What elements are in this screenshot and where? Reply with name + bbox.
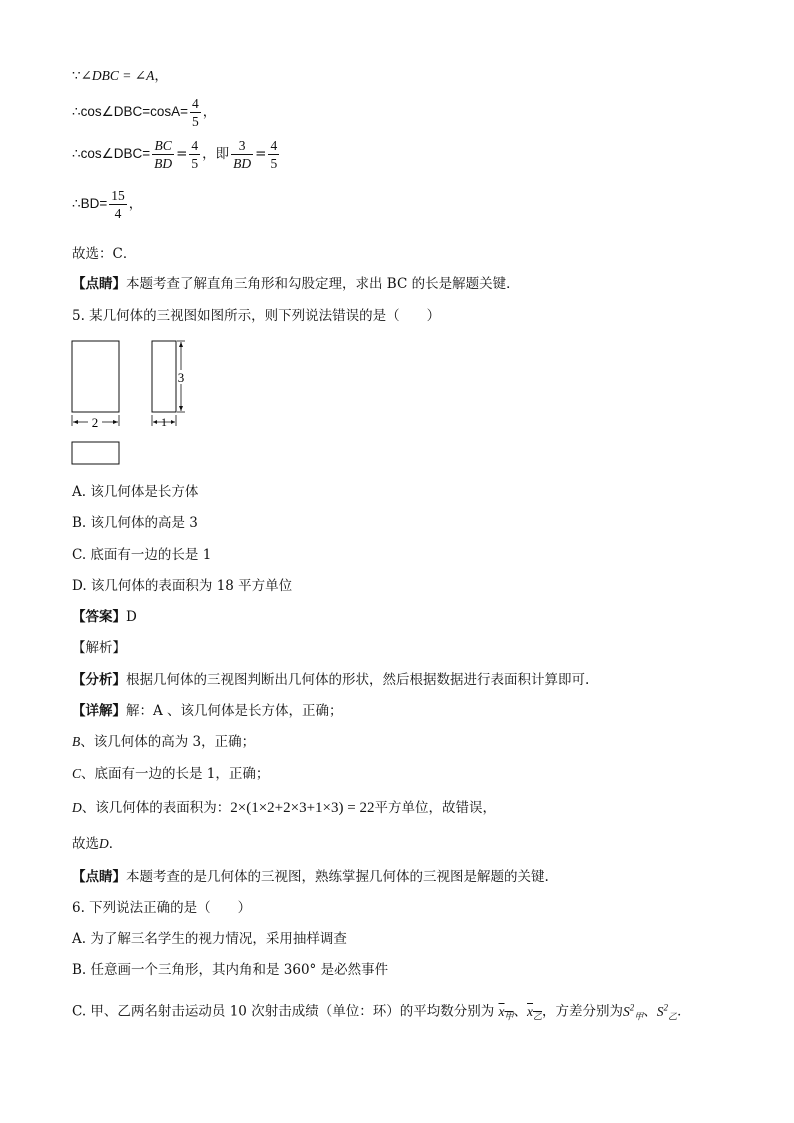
answer-value: D <box>126 609 137 625</box>
side-view-rect <box>152 341 176 412</box>
choose-prefix: 故选 <box>72 836 99 852</box>
q5-analysis-tag: 【解析】 <box>72 640 126 656</box>
variance-text: ，方差分别为 <box>542 1003 624 1020</box>
q5-detail-b <box>72 732 255 752</box>
sub-yi: 乙 <box>668 1011 678 1022</box>
therefore-symbol: ∴ <box>72 196 81 212</box>
letter-b: B <box>72 734 81 749</box>
cos-expression: cos∠DBC= <box>80 146 151 161</box>
detail-b-text: 、该几何体的高为 3，正确； <box>80 734 256 750</box>
s-symbol: S <box>623 1003 630 1019</box>
q6-stem: 6. 下列说法正确的是（ ） <box>72 900 252 916</box>
denominator: 5 <box>270 156 278 171</box>
denominator: 5 <box>191 156 199 171</box>
fenxi-text: 根据几何体的三视图判断出几何体的形状，然后根据数据进行表面积计算即可. <box>126 672 590 688</box>
separator: 、 <box>643 1003 657 1020</box>
q5-option-a: A. 该几何体是长方体 <box>72 484 199 500</box>
comma: ， <box>128 196 143 212</box>
detail-tag: 【详解】 <box>72 703 126 719</box>
note-tag: 【点睛】 <box>72 276 126 292</box>
q5-answer <box>72 607 137 627</box>
bd-expression: BD= <box>80 196 108 211</box>
comma: ， <box>202 104 217 120</box>
q5-note <box>72 867 549 887</box>
q5-detail-c <box>72 764 269 784</box>
answer-tag: 【答案】 <box>72 609 126 625</box>
surface-area-formula: 2×(1×2+2×3+1×3) = 22 <box>230 800 375 816</box>
sub-jia: 甲 <box>504 1011 514 1022</box>
q5-option-b: B. 该几何体的高是 3 <box>72 515 198 531</box>
sub-jia: 甲 <box>634 1011 644 1022</box>
note-tag: 【点睛】 <box>72 869 126 885</box>
sup-2: 2 <box>629 1002 635 1012</box>
q5-detail-d <box>72 798 496 818</box>
width-label: 2 <box>91 415 99 430</box>
numerator: 4 <box>191 138 199 153</box>
option-c-text: C. 甲、乙两名射击运动员 10 次射击成绩（单位：环）的平均数分别为 <box>72 1003 495 1020</box>
q5-option-d: D. 该几何体的表面积为 18 平方单位 <box>72 578 293 594</box>
top-view-rect <box>72 442 119 464</box>
letter-d: D <box>72 800 82 815</box>
cos-expression: cos∠DBC=cosA= <box>80 104 188 119</box>
numerator: 3 <box>231 137 253 155</box>
q5-detail-a <box>72 701 343 721</box>
s-symbol: S <box>656 1003 664 1019</box>
numerator: BC <box>152 137 174 155</box>
depth-label: 1 <box>161 415 167 429</box>
angle-dbc: ∠DBC <box>80 68 119 83</box>
mean-x-yi <box>527 1003 543 1022</box>
height-label: 3 <box>177 370 185 385</box>
denominator: BD <box>233 156 252 171</box>
equals: = <box>118 68 135 83</box>
choose-letter: D <box>99 836 109 851</box>
variance-s-jia <box>623 1002 644 1022</box>
because-symbol: ∵ <box>72 68 81 84</box>
note-text: 本题考查的是几何体的三视图，熟练掌握几何体的三视图是解题的关键. <box>126 869 549 885</box>
fenxi-tag: 【分析】 <box>72 672 126 688</box>
equals: = <box>176 146 188 162</box>
connective-text: ，即 <box>202 146 230 162</box>
comma: ， <box>154 68 168 84</box>
detail-d-text: 、该几何体的表面积为： <box>81 800 231 816</box>
q6-option-b: B. 任意画一个三角形，其内角和是 360° 是必然事件 <box>72 962 389 978</box>
q6-option-c <box>72 997 691 1026</box>
front-view-rect <box>72 341 119 412</box>
q5-choose <box>72 834 122 854</box>
numerator: 4 <box>192 96 199 111</box>
choose-end: ． <box>108 836 123 852</box>
sup-2: 2 <box>663 1002 669 1012</box>
x-symbol: x <box>527 1003 534 1019</box>
q5-fenxi <box>72 670 589 690</box>
end-mark: ． <box>677 1003 691 1020</box>
detail-d-text-end: 平方单位，故错误， <box>374 800 496 816</box>
sub-yi: 乙 <box>533 1011 543 1022</box>
choice-q4: 故选：C． <box>72 246 137 262</box>
denominator: BD <box>154 156 173 171</box>
therefore-symbol: ∴ <box>72 146 81 162</box>
detail-c-text: 、底面有一边的长是 1，正确； <box>81 766 270 782</box>
therefore-symbol: ∴ <box>72 104 81 120</box>
denominator: 4 <box>114 206 122 221</box>
numerator: 4 <box>270 138 278 153</box>
mean-x-jia <box>498 1003 514 1022</box>
q6-option-a: A. 为了解三名学生的视力情况，采用抽样调查 <box>72 931 347 947</box>
q5-stem: 5. 某几何体的三视图如图所示，则下列说法错误的是（ ） <box>72 308 441 324</box>
equals: = <box>255 146 267 162</box>
q5-option-c: C. 底面有一边的长是 1 <box>72 547 212 563</box>
variance-s-yi <box>656 1002 678 1022</box>
denominator: 5 <box>192 114 199 129</box>
separator: 、 <box>513 1003 528 1020</box>
letter-c: C <box>72 766 82 781</box>
detail-a-text: 解：A 、该几何体是长方体，正确； <box>126 703 343 719</box>
angle-a: ∠A <box>134 68 155 83</box>
x-symbol: x <box>498 1003 505 1019</box>
note-text: 本题考查了解直角三角形和勾股定理，求出 BC 的长是解题关键． <box>126 276 520 292</box>
numerator: 15 <box>111 188 125 203</box>
